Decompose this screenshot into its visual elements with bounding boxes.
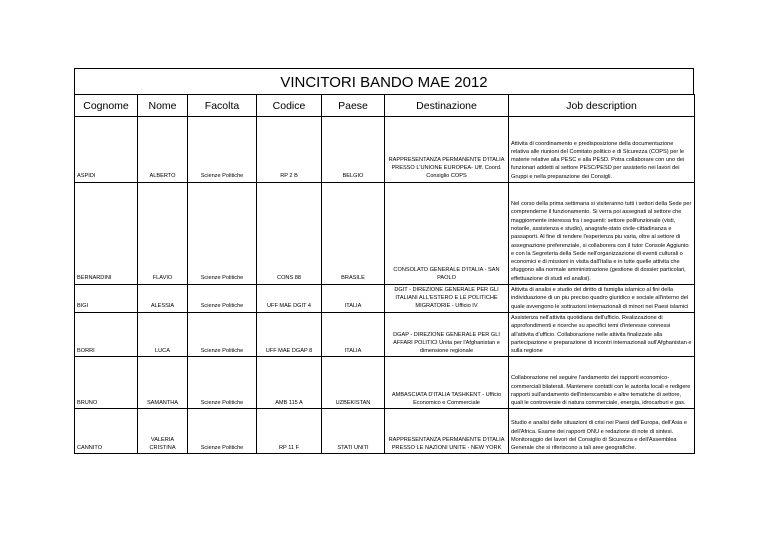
cell-destinazione: DGIT - DIREZIONE GENERALE PER GLI ITALIANI ALL'ESTERO E LE POLITICHE MIGRATORIE - Ufficio IV [385,285,509,313]
header-nome: Nome [138,95,188,117]
header-facolta: Facolta [188,95,257,117]
cell-nome: ALBERTO [138,117,188,183]
header-row [75,95,695,117]
cell-facolta: Scienze Politiche [188,357,257,409]
cell-job-description: Nel corso della prima settimana si visiteranno tutti i settori della Sede per comprenderne il funzionamento. Si verra poi assegnati al settore che maggiormente interessa fra i seguenti: settore polifunzionale (visti, notarile, assistenza e studio), anagrafe-stato civile-cittadinanza e passaporti. Al fine di rendere l'esperienza piu varia, oltre al settore di assegnazione preferenziale, si collaborera con il tutor Console Aggiunto e con la Segreteria della Sede nell'organizzazione di eventi culturali o economici e di missioni in visita dall'Italia e in tutte quelle attivita che sfuggono alla normale amministrazione (gestione di dossier particolari, effettuazione di studi ed analisi). [509,183,695,285]
table-row [75,313,695,357]
cell-nome: LUCA [138,313,188,357]
cell-codice: CONS 88 [257,183,322,285]
cell-facolta: Scienze Politiche [188,313,257,357]
cell-job-description: Studio e analisi delle situazioni di crisi nei Paesi dell'Europa, dell'Asia e dell'Africa. Esame dei rapporti ONU e redazione di note di sintesi. Monitoraggio dei lavori del Consiglio di Sicurezza e dell'Assemblea Generale che si riferiscono a tali aree geografiche. [509,409,695,454]
table-row [75,183,695,285]
cell-nome: ALESSIA [138,285,188,313]
cell-cognome: BRUNO [75,357,138,409]
cell-nome: VALERIA CRISTINA [138,409,188,454]
table-row [75,357,695,409]
cell-cognome: BORRI [75,313,138,357]
cell-job-description: Attivita di coordinamento e predisposizione della documentazione relativa alle riunioni del Comitato politico e di Sicurezza (COPS) per le materie relative alla PESC e alla PESD. Potra collaborare con uno dei funzionari addetti al settore PESC/PESD per assisterlo nei lavori dei Gruppi e nella preparazione dei Consigli. [509,117,695,183]
cell-facolta: Scienze Politiche [188,285,257,313]
header-codice: Codice [257,95,322,117]
page-title: VINCITORI BANDO MAE 2012 [74,68,694,94]
cell-destinazione: CONSOLATO GENERALE D'ITALIA - SAN PAOLO [385,183,509,285]
winners-table [74,94,695,454]
cell-codice: RP 11 F [257,409,322,454]
cell-cognome: BERNARDINI [75,183,138,285]
cell-destinazione: RAPPRESENTANZA PERMANENTE D'ITALIA PRESSO LE NAZIONI UNITE - NEW YORK [385,409,509,454]
cell-codice: UFF MAE DGAP 8 [257,313,322,357]
header-paese: Paese [322,95,385,117]
table-row [75,409,695,454]
cell-job-description: Attivita di analisi e studio del diritto di famiglia islamico al fini della individuazione di un piu preciso quadro giuridico e sociale all'interno del quale avvengono le sottrazioni internazionali di minori nei Paesi islamici [509,285,695,313]
header-job-description: Job description [509,95,695,117]
table-row [75,285,695,313]
cell-cognome: BIGI [75,285,138,313]
cell-nome: SAMANTHA [138,357,188,409]
cell-paese: STATI UNITI [322,409,385,454]
cell-cognome: ASPIDI [75,117,138,183]
cell-paese: ITALIA [322,285,385,313]
header-destinazione: Destinazione [385,95,509,117]
cell-job-description: Assistenza nell'attivita quotidiana dell'ufficio. Realizzazione di approfondimenti e ricerche su specifici temi d'interesse connessi all'attivita d'ufficio. Collaborazione nelle attivita finalizzate alla partecipazione e preparazione di incontri internazionali sull'Afghanistan e sulla regione [509,313,695,357]
cell-paese: UZBEKISTAN [322,357,385,409]
cell-destinazione: AMBASCIATA D'ITALIA TASHKENT - Ufficio Economico e Commerciale [385,357,509,409]
cell-destinazione: DGAP - DIREZIONE GENERALE PER GLI AFFARI POLITICI Unita per l'Afghanistan e dimensione regionale [385,313,509,357]
cell-paese: BRASILE [322,183,385,285]
cell-codice: AMB 115 A [257,357,322,409]
cell-facolta: Scienze Politiche [188,183,257,285]
header-cognome: Cognome [75,95,138,117]
cell-paese: BELGIO [322,117,385,183]
cell-facolta: Scienze Politiche [188,117,257,183]
cell-codice: RP 2 B [257,117,322,183]
cell-nome: FLAVIO [138,183,188,285]
table-row [75,117,695,183]
cell-facolta: Scienze Politiche [188,409,257,454]
cell-cognome: CANNITO [75,409,138,454]
cell-paese: ITALIA [322,313,385,357]
cell-codice: UFF MAE DGIT 4 [257,285,322,313]
cell-destinazione: RAPPRESENTANZA PERMANENTE D'ITALIA PRESSO L'UNIONE EUROPEA- Uff. Coord. Consiglio COPS [385,117,509,183]
cell-job-description: Collaborazione nel seguire l'andamento dei rapporti economico-commerciali bilaterali. Mantenere contatti con le autorita locali e redigere rapporti sull'andamento dell'interscambio e altre tematiche di settore, quali le controversie di natura commerciale, energia, idrocarburi e gas. [509,357,695,409]
